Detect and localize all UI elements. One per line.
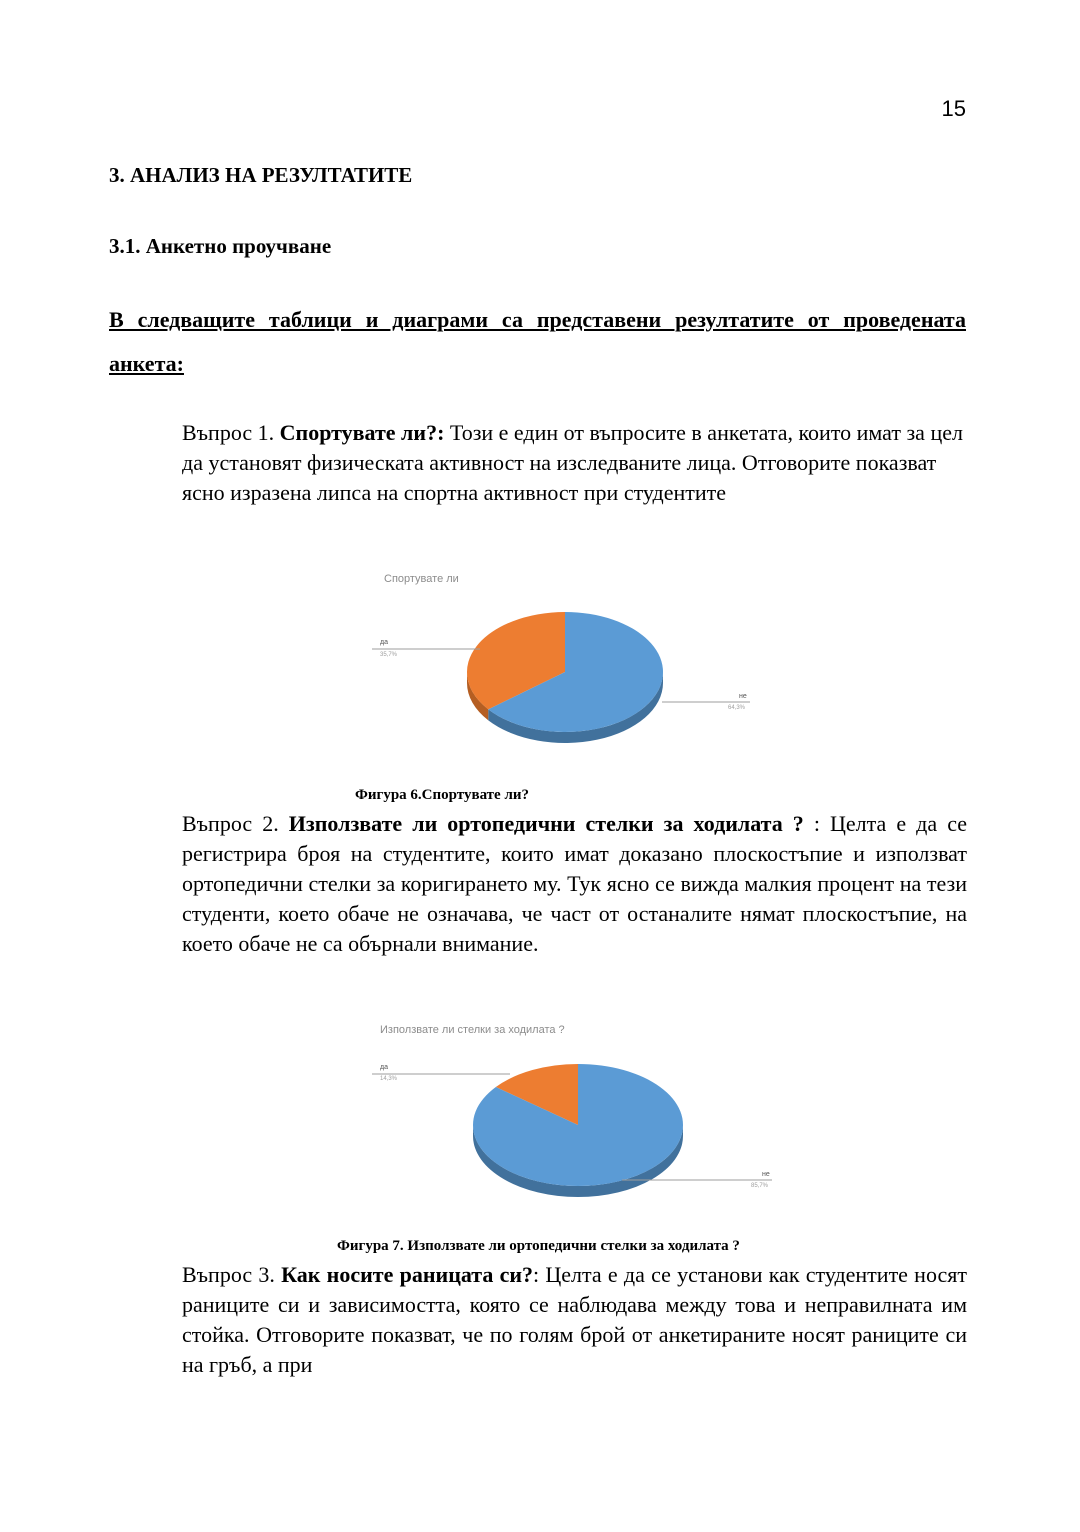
chart-2-value-no: 85,7% — [751, 1183, 769, 1189]
question-2-text: : Целта е да се регистрира броя на студентите, които имат доказано плоскостъпие и използват ортопедични стелки за коригирането му. Тук ясно се вижда малкия процент на тези студенти, което обаче не означава, че част от останалите нямат плоскостъпие, на което обаче не са обърнали внимание. — [182, 811, 967, 956]
figure-7-caption: Фигура 7. Използвате ли ортопедични стелки за ходилата ? — [337, 1238, 740, 1254]
subsection-heading: 3.1. Анкетно проучване — [109, 234, 332, 258]
question-1-prefix: Въпрос 1. — [182, 420, 280, 445]
section-heading: 3. АНАЛИЗ НА РЕЗУЛТАТИТЕ — [109, 163, 413, 187]
question-2-title: Използвате ли ортопедични стелки за ходилата ? — [288, 811, 804, 836]
chart-2-value-yes: 14,3% — [380, 1076, 398, 1082]
chart-2-label-yes: да — [380, 1064, 388, 1071]
chart-1-value-no: 64,3% — [728, 705, 746, 711]
intro-paragraph: В следващите таблици и диаграми са представени резултатите от проведената анкета: — [109, 307, 966, 376]
pie-chart-insoles — [360, 1015, 800, 1220]
chart-1-label-no: не — [739, 693, 747, 700]
pie-chart-sport — [360, 560, 780, 770]
question-2-paragraph — [182, 809, 967, 959]
question-1-text: Този е един от въпросите в анкетата, които имат за цел да установят физическата активност на изследваните лица. Отговорите показват ясно изразена липса на спортна активност при студентите — [182, 420, 963, 505]
question-2-prefix: Въпрос 2. — [182, 811, 289, 836]
figure-6-caption: Фигура 6.Спортувате ли? — [355, 787, 530, 803]
chart-2-label-no: не — [762, 1171, 770, 1178]
chart-1-label-yes: да — [380, 639, 388, 646]
chart-2-title: Използвате ли стелки за ходилата ? — [380, 1024, 565, 1036]
question-1-paragraph — [182, 418, 967, 508]
question-1-title: Спортувате ли?: — [279, 420, 445, 445]
question-3-text: : Целта е да се установи как студентите носят раниците си и зависимостта, която се наблюдава между това и неправилната им стойка. Отговорите показват, че по голям брой от анкетираните носят раниците си на гръб, а при — [182, 1262, 967, 1377]
question-3-title: Как носите раницата си? — [281, 1262, 534, 1287]
chart-1-value-yes: 35,7% — [380, 652, 398, 658]
page-number: 15 — [941, 96, 966, 121]
chart-1-title: Спортувате ли — [384, 573, 459, 585]
question-3-paragraph — [182, 1260, 967, 1380]
question-3-prefix: Въпрос 3. — [182, 1262, 282, 1287]
